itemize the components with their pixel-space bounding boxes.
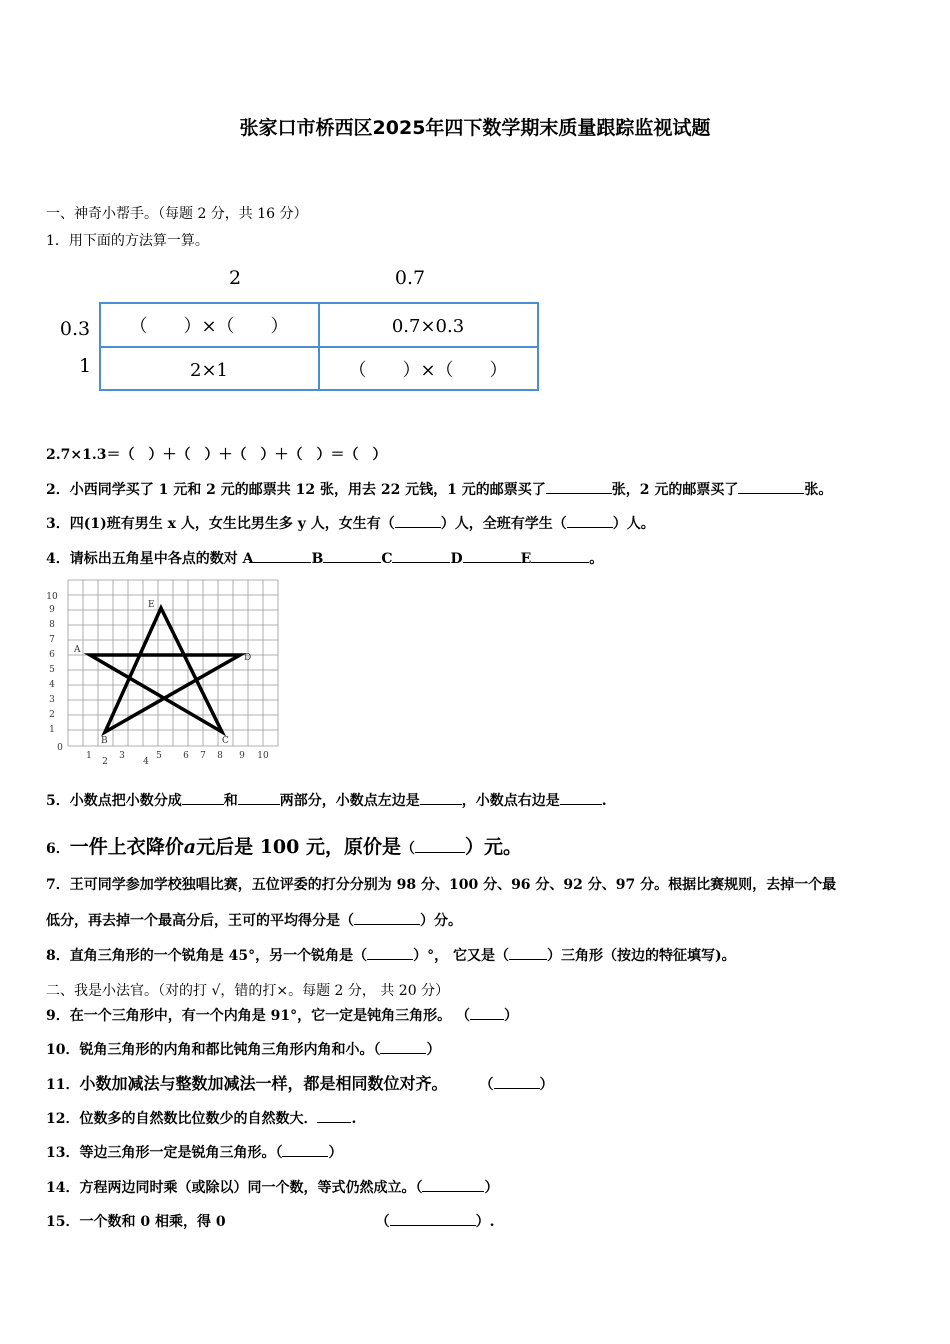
y-tick-5: 5 bbox=[49, 665, 55, 675]
blank[interactable] bbox=[390, 1211, 476, 1226]
page-title: 张家口市桥西区2025年四下数学期末质量跟踪监视试题 bbox=[239, 117, 711, 139]
blank[interactable] bbox=[560, 790, 602, 805]
x-tick-2: 2 bbox=[102, 757, 108, 767]
blank[interactable] bbox=[367, 945, 413, 960]
question-9: 9．在一个三角形中，有一个内角是 91°，它一定是钝角三角形。 （ ） bbox=[46, 1005, 518, 1025]
section-2-heading: 二、我是小法官。（对的打 √，错的打×。每题 2 分， 共 20 分） bbox=[46, 983, 450, 999]
question-6: 6．一件上衣降价a元后是 100 元，原价是（ ）元。 bbox=[46, 836, 522, 858]
question-7-line-1: 7．王可同学参加学校独唱比赛，五位评委的打分分别为 98 分、100 分、96 分、92 分、97 分。根据比赛规则，去掉一个最 bbox=[46, 877, 837, 893]
question-2: 2．小西同学买了 1 元和 2 元的邮票共 12 张，用去 22 元钱，1 元的邮票买了 张，2 元的邮票买了 张。 bbox=[46, 479, 832, 499]
question-7-line-2: 低分，再去掉一个最高分后，王可的平均得分是（ ）分。 bbox=[46, 910, 462, 930]
blank[interactable] bbox=[317, 1108, 351, 1123]
blank[interactable] bbox=[463, 548, 521, 563]
question-15: 15．一个数和 0 相乘，得 0 （ ）. bbox=[46, 1211, 494, 1231]
blank[interactable] bbox=[395, 513, 441, 528]
question-4: 4．请标出五角星中各点的数对 A B C D E 。 bbox=[46, 548, 603, 568]
star-grid-figure bbox=[44, 578, 284, 772]
blank[interactable] bbox=[323, 548, 381, 563]
column-label-2: 0.7 bbox=[394, 267, 426, 289]
blank[interactable] bbox=[494, 1074, 540, 1089]
y-tick-4: 4 bbox=[49, 680, 55, 690]
cell-2-2: （ ）×（ ） bbox=[348, 360, 508, 381]
point-label-e: E bbox=[148, 600, 155, 610]
blank[interactable] bbox=[567, 513, 613, 528]
y-tick-0: 0 bbox=[57, 743, 63, 753]
blank[interactable] bbox=[531, 548, 589, 563]
y-tick-9: 9 bbox=[49, 605, 55, 615]
y-tick-2: 2 bbox=[49, 710, 55, 720]
x-tick-7: 7 bbox=[200, 751, 206, 761]
blank[interactable] bbox=[380, 1039, 426, 1054]
question-3: 3．四(1)班有男生 x 人，女生比男生多 y 人，女生有（ ）人，全班有学生（ ）人。 bbox=[46, 513, 655, 533]
x-tick-10: 10 bbox=[257, 751, 269, 761]
cell-1-2: 0.7×0.3 bbox=[391, 316, 465, 337]
y-tick-10: 10 bbox=[46, 592, 58, 602]
question-5: 5．小数点把小数分成 和 两部分，小数点左边是 ，小数点右边是 . bbox=[46, 790, 607, 810]
x-tick-9: 9 bbox=[239, 751, 245, 761]
question-8: 8．直角三角形的一个锐角是 45°，另一个锐角是（ ）°， 它又是（ ）三角形（按边的特征填写)。 bbox=[46, 945, 736, 965]
y-tick-7: 7 bbox=[49, 635, 55, 645]
blank[interactable] bbox=[420, 790, 462, 805]
column-label-1: 2 bbox=[228, 267, 242, 289]
blank[interactable] bbox=[470, 1005, 504, 1020]
multiplication-table-figure bbox=[55, 262, 545, 401]
question-12: 12．位数多的自然数比位数少的自然数大． . bbox=[46, 1108, 356, 1128]
grid-lines bbox=[68, 580, 278, 746]
blank[interactable] bbox=[546, 479, 612, 494]
question-1: 1．用下面的方法算一算。 bbox=[46, 233, 209, 249]
x-tick-6: 6 bbox=[183, 751, 189, 761]
cell-2-1: 2×1 bbox=[190, 360, 228, 381]
point-label-d: D bbox=[244, 653, 252, 663]
blank[interactable] bbox=[422, 1177, 484, 1192]
y-tick-8: 8 bbox=[49, 620, 55, 630]
blank[interactable] bbox=[282, 1142, 328, 1157]
point-label-c: C bbox=[222, 736, 229, 746]
blank[interactable] bbox=[238, 790, 280, 805]
point-label-b: B bbox=[101, 736, 108, 746]
blank[interactable] bbox=[415, 838, 465, 853]
x-tick-3: 3 bbox=[119, 751, 125, 761]
y-tick-3: 3 bbox=[49, 695, 55, 705]
x-tick-5: 5 bbox=[156, 751, 162, 761]
question-1-expression: 2.7×1.3＝（ ）＋（ ）＋（ ）＋（ ）＝（ ） bbox=[46, 447, 387, 463]
blank[interactable] bbox=[509, 945, 547, 960]
section-1-heading: 一、神奇小帮手。（每题 2 分，共 16 分） bbox=[46, 206, 308, 222]
y-tick-1: 1 bbox=[49, 725, 55, 735]
row-label-1: 0.3 bbox=[59, 318, 91, 340]
blank[interactable] bbox=[354, 910, 420, 925]
x-tick-1: 1 bbox=[86, 751, 92, 761]
question-10: 10．锐角三角形的内角和都比钝角三角形内角和小。（ ） bbox=[46, 1039, 440, 1059]
x-tick-4: 4 bbox=[143, 757, 149, 767]
blank[interactable] bbox=[392, 548, 450, 563]
question-11: 11．小数加减法与整数加减法一样，都是相同数位对齐。 （ ） bbox=[46, 1074, 554, 1093]
point-label-a: A bbox=[74, 645, 81, 655]
blank[interactable] bbox=[253, 548, 311, 563]
y-tick-6: 6 bbox=[49, 650, 55, 660]
question-13: 13．等边三角形一定是锐角三角形。（ ） bbox=[46, 1142, 342, 1162]
blank[interactable] bbox=[738, 479, 804, 494]
cell-1-1: （ ）×（ ） bbox=[129, 316, 289, 337]
row-label-2: 1 bbox=[78, 355, 92, 377]
x-tick-8: 8 bbox=[217, 751, 223, 761]
question-14: 14．方程两边同时乘（或除以）同一个数，等式仍然成立。（ ） bbox=[46, 1177, 498, 1197]
blank[interactable] bbox=[182, 790, 224, 805]
